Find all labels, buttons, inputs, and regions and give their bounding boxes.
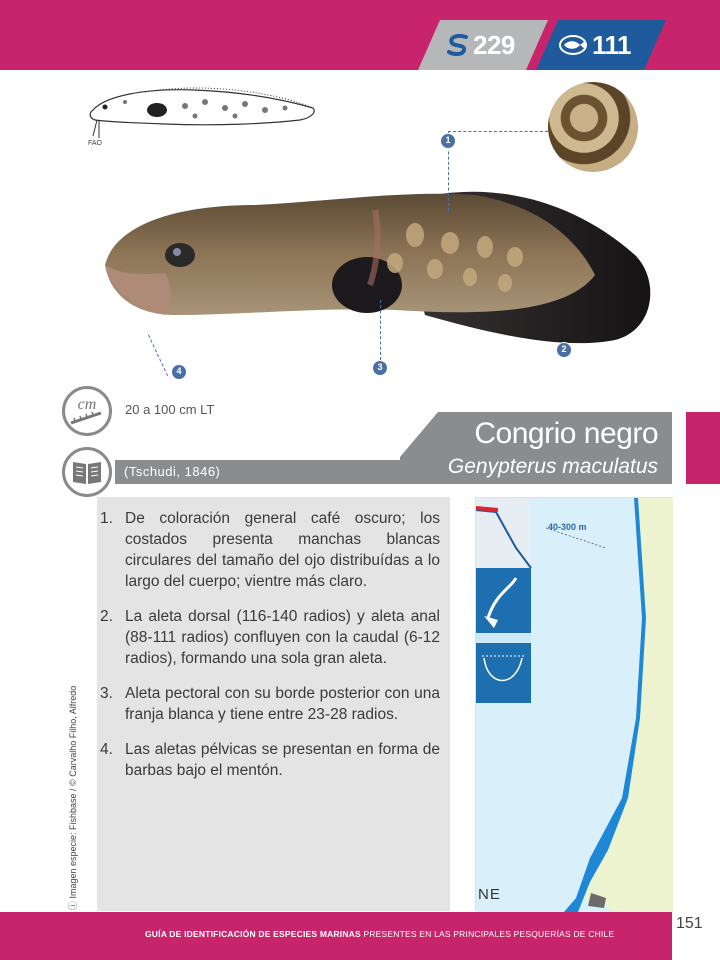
description-item: 1. De coloración general café oscuro; los costados presenta manchas blancas circulares del tamaño del ojo distribuídas a lo largo del cuerpo; vientre más claro.: [100, 510, 440, 590]
description-item: 4. Las aletas pélvicas se presentan en forma de barbas bajo el mentón.: [100, 741, 440, 779]
depth-range: 40-300 m: [548, 522, 587, 532]
distribution-label: NE: [478, 886, 501, 903]
name-band-notch: [400, 412, 438, 457]
marker-4: 4: [171, 364, 187, 380]
marker-3: 3: [372, 360, 388, 376]
marker-1: 1: [440, 133, 456, 149]
side-tab: [686, 412, 720, 484]
fishbase-number: 229: [473, 30, 515, 60]
fao-label: FAO: [88, 140, 103, 147]
image-credit: ⓘ Imagen especie: Fishbase / © Carvalho Filho, Alfredo: [68, 685, 78, 910]
skin-pattern-zoom: [548, 82, 638, 172]
leader-line-3: [380, 300, 381, 360]
ipcc-number: 111: [592, 30, 632, 60]
distribution-map: [475, 497, 672, 911]
cm-label: cm: [77, 396, 97, 413]
scientific-name: Genypterus maculatus: [447, 455, 658, 478]
marker-2: 2: [556, 342, 572, 358]
ipcc-tag: [536, 20, 666, 70]
ruler-cm-icon: [62, 386, 112, 436]
species-photo: [95, 165, 660, 365]
size-range: 20 a 100 cm LT: [125, 402, 215, 417]
description-list: [100, 508, 440, 795]
species-author: (Tschudi, 1846): [124, 464, 221, 479]
description-item: 3. Aleta pectoral con su borde posterior con una franja blanca y tiene entre 23-28 radios.: [100, 685, 440, 723]
leader-line-1: [448, 131, 548, 132]
fishbase-tag: [418, 20, 548, 70]
book-icon: [62, 447, 112, 497]
description-item: 2. La aleta dorsal (116-140 radios) y aleta anal (88-111 radios) confluyen con la caudal (6-12 radios), formando una sola gran aleta.: [100, 608, 440, 667]
page-number: 151: [676, 915, 703, 932]
fao-fish-drawing: [85, 78, 325, 148]
common-name: Congrio negro: [474, 417, 658, 450]
footer-title: GUÍA DE IDENTIFICACIÓN DE ESPECIES MARINAS PRESENTES EN LAS PRINCIPALES PESQUERÍAS DE CHILE: [145, 929, 615, 939]
